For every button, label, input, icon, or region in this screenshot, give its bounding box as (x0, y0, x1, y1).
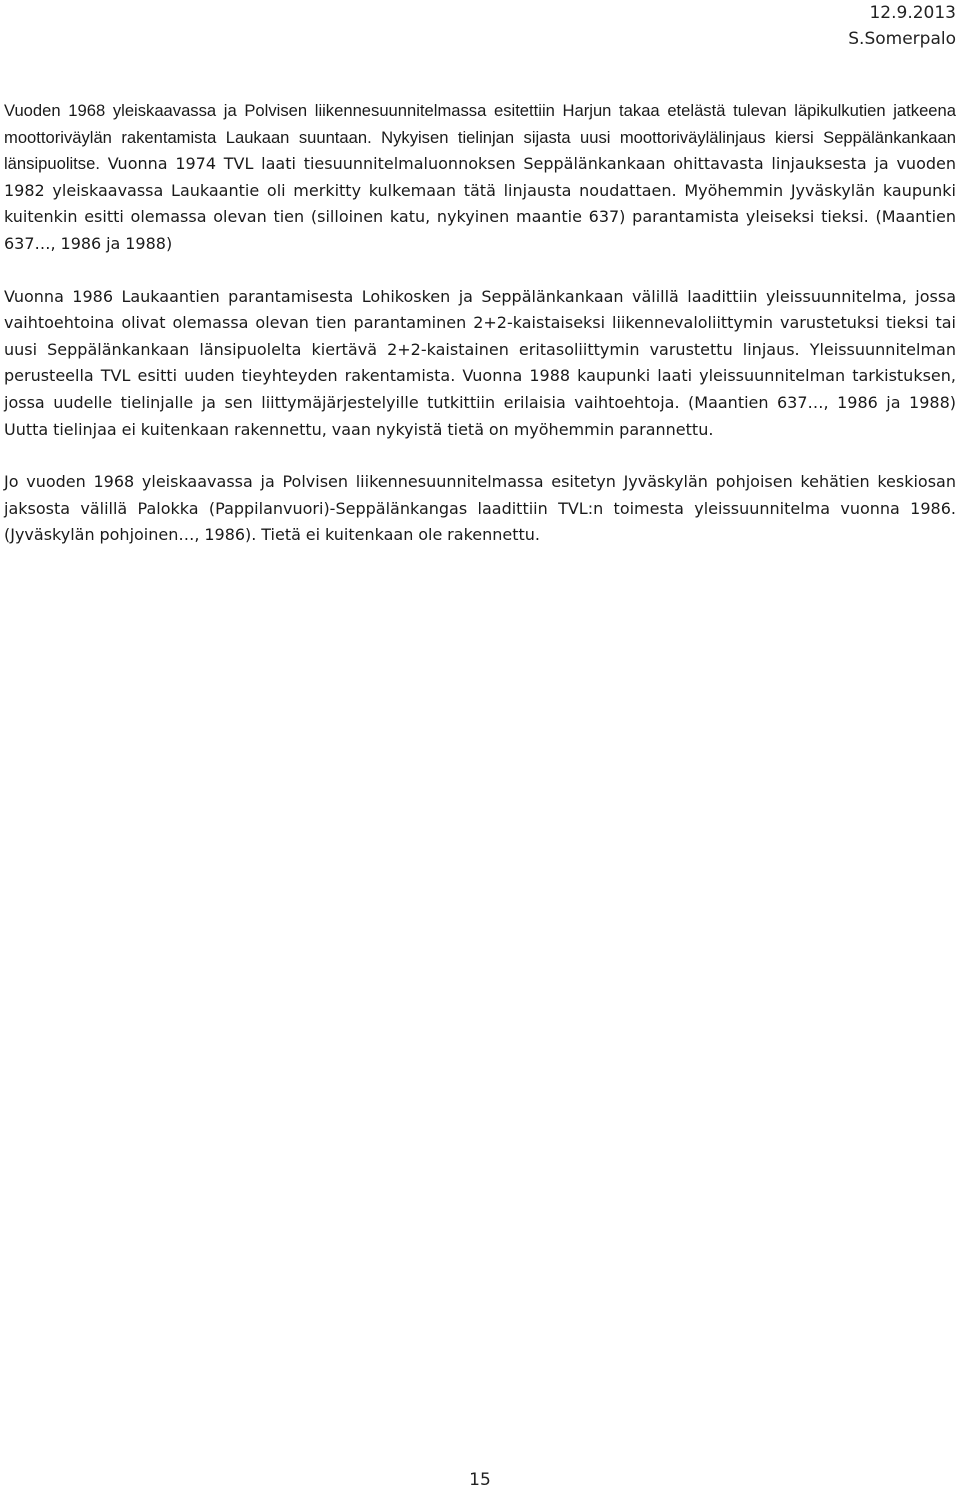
paragraph-1-part-1: Vuoden 1968 yleiskaavassa ja Polvisen liikennesuunnitelmassa esitettiin Harjun takaa etelästä tulevan läpikulkutien jatkeena moottoriväylän rakentamista Laukaan suuntaan. Nykyisen tielinjan sijasta uusi moottoriväylälinjaus kiersi Seppälänkankaan länsipuolitse. (4, 101, 956, 174)
header-author: S.Somerpalo (848, 29, 956, 49)
body-text (4, 98, 956, 549)
header-date: 12.9.2013 (869, 3, 956, 23)
paragraph-3 (4, 469, 956, 549)
page-number: 15 (469, 1470, 491, 1490)
paragraph-1-part-2: Vuonna 1974 TVL laati tiesuunnitelmaluonnoksen Seppälänkankaan ohittavasta linjauksesta ja vuoden 1982 yleiskaavassa Laukaantie oli merkitty kulkemaan tätä linjausta noudattaen. Myöhemmin Jyväskylän kaupunki kuitenkin esitti olemassa olevan tien (silloinen katu, nykyinen maantie 637) parantamista yleiseksi tieksi. (Maantien 637…, 1986 ja 1988) (4, 154, 956, 253)
paragraph-1 (4, 98, 956, 258)
paragraph-2 (4, 284, 956, 444)
paragraph-spacer (4, 258, 956, 284)
paragraph-2-part-2: Vuonna 1986 Laukaantien parantamisesta Lohikosken ja Seppälänkankaan välillä laadittiin yleissuunnitelma, jossa vaihtoehtoina olivat olemassa olevan tien parantaminen 2+2-kaistaiseksi liikennevaloliittymin varustetuksi tieksi tai uusi Seppälänkankaan länsipuolelta kiertävä 2+2-kaistainen eritasoliittymin varustettu linjaus. Yleissuunnitelman perusteella TVL esitti uuden tieyhteyden rakentamista. Vuonna 1988 kaupunki laati yleissuunnitelman tarkistuksen, jossa uudelle tielinjalle ja sen liittymäjärjestelyille tutkittiin erilaisia vaihtoehtoja. (Maantien 637…, 1986 ja 1988) Uutta tielinjaa ei kuitenkaan rakennettu, vaan nykyistä tietä on myöhemmin parannettu. (4, 286, 956, 439)
paragraph-spacer (4, 443, 956, 469)
paragraph-3-part-2: Jo vuoden 1968 yleiskaavassa ja Polvisen liikennesuunnitelmassa esitetyn Jyväskylän pohjoisen kehätien keskiosan jaksosta välillä Palokka (Pappilanvuori)-Seppälänkangas laadittiin TVL:n toimesta yleissuunnitelma vuonna 1986. (Jyväskylän pohjoinen…, 1986). Tietä ei kuitenkaan ole rakennettu. (4, 472, 956, 545)
page-header (848, 0, 956, 52)
